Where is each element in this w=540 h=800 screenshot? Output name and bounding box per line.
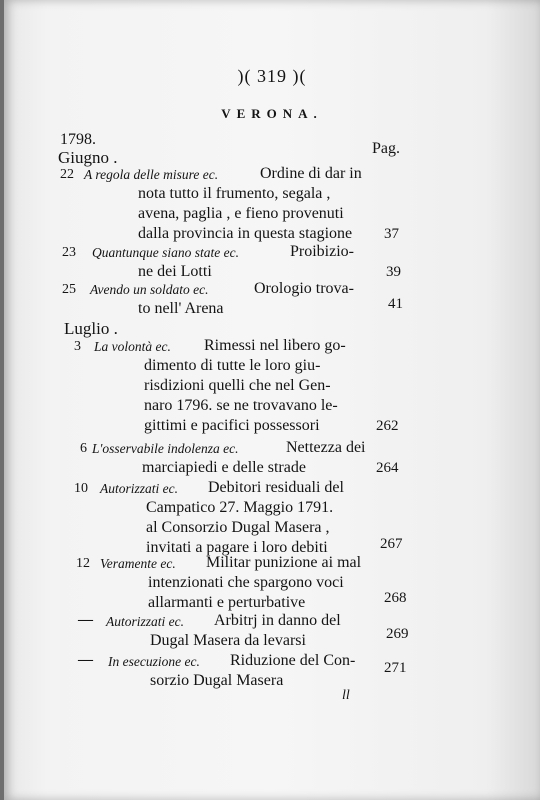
month-label-june: Giugno .: [58, 148, 118, 167]
entry-incipit: Quantunque siano state ec.: [92, 245, 239, 260]
entry-text-line: Proibizio-: [290, 243, 354, 260]
entry-day: 3: [74, 339, 81, 354]
entry-text-line: Orologio trova-: [254, 280, 354, 297]
entry-text-line: Riduzione del Con-: [230, 652, 356, 669]
entry-text-line: gittimi e pacifici possessori: [144, 417, 320, 434]
section-title: VERONA.: [221, 106, 323, 121]
entry-page-number: 37: [384, 226, 399, 242]
entry-incipit: In esecuzione ec.: [108, 654, 200, 669]
entry-text-line: Debitori residuali del: [208, 479, 344, 496]
entry-page-number: 267: [380, 536, 403, 552]
entry-incipit: Veramente ec.: [100, 556, 176, 571]
entry-text-line: nota tutto il frumento, segala ,: [138, 185, 331, 202]
entry-page-number: 39: [386, 264, 401, 280]
entry-text-line: sorzio Dugal Masera: [150, 672, 284, 689]
entry-day: 12: [76, 556, 90, 571]
entry-text-line: ne dei Lotti: [138, 263, 212, 280]
entry-day: —: [78, 652, 93, 668]
entry-text-line: Campatico 27. Maggio 1791.: [146, 499, 334, 516]
entry-text-line: avena, paglia , e fieno provenuti: [138, 205, 344, 222]
entry-page-number: 262: [376, 418, 399, 434]
entry-incipit: A regola delle misure ec.: [84, 167, 219, 182]
entry-incipit: Avendo un soldato ec.: [90, 282, 209, 297]
entry-text-line: invitati a pagare i loro debiti: [146, 539, 328, 556]
year-label: 1798.: [60, 131, 96, 148]
page-header: )( 319 )(: [237, 66, 307, 86]
entry-day: —: [78, 612, 93, 628]
book-page: [4, 0, 540, 800]
entry-day: 22: [60, 167, 74, 182]
pag-label: Pag.: [372, 140, 400, 157]
entry-text-line: Nettezza dei: [286, 439, 366, 456]
entry-day: 25: [62, 282, 76, 297]
entry-incipit: La volontà ec.: [94, 339, 171, 354]
entry-day: 23: [62, 245, 76, 260]
entry-day: 10: [74, 481, 88, 496]
entry-text-line: dalla provincia in questa stagione: [138, 225, 353, 242]
entry-text-line: Militar punizione ai mal: [206, 554, 362, 571]
entry-text-line: marciapiedi e delle strade: [142, 459, 306, 476]
entry-day: 6: [80, 441, 87, 456]
entry-text-line: to nell' Arena: [138, 300, 224, 317]
entry-text-line: allarmanti e perturbative: [148, 594, 306, 611]
entry-incipit: Autorizzati ec.: [106, 614, 184, 629]
entry-page-number: 269: [386, 626, 409, 642]
entry-incipit: Autorizzati ec.: [100, 481, 178, 496]
entry-text-line: risdizioni quelli che nel Gen-: [144, 377, 331, 394]
entry-page-number: 271: [384, 660, 407, 676]
entry-text-line: dimento di tutte le loro giu-: [144, 357, 321, 374]
entry-page-number: 41: [388, 296, 403, 312]
entry-text-line: Arbitrj in danno del: [214, 612, 341, 629]
entry-text-line: Ordine di dar in: [260, 165, 362, 182]
month-label-july: Luglio .: [64, 319, 118, 338]
entry-text-line: intenzionati che spargono voci: [148, 574, 344, 591]
entry-text-line: Dugal Masera da levarsi: [150, 632, 306, 649]
entry-text-line: al Consorzio Dugal Masera ,: [146, 519, 330, 536]
entry-page-number: 264: [376, 460, 399, 476]
signature-mark: ll: [342, 688, 350, 703]
entry-text-line: Rimessi nel libero go-: [204, 337, 346, 354]
entry-page-number: 268: [384, 590, 407, 606]
entry-incipit: L'osservabile indolenza ec.: [92, 441, 239, 456]
entry-text-line: naro 1796. se ne trovavano le-: [144, 397, 338, 414]
